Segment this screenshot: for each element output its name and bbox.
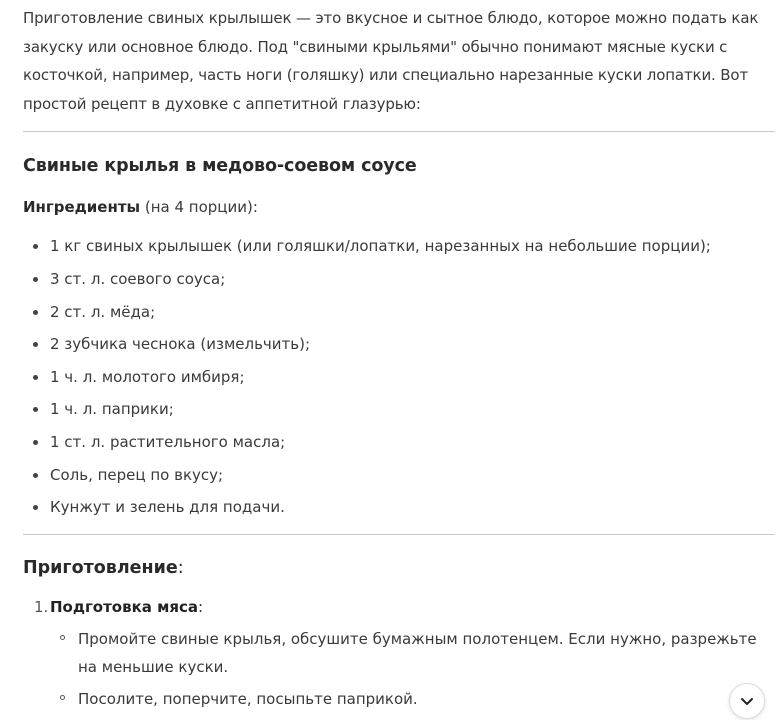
- circle-bullet-icon: [60, 635, 65, 640]
- preparation-title: [23, 535, 775, 580]
- ingredient-item: [23, 426, 775, 459]
- ingredient-text: Соль, перец по вкусу;: [50, 465, 224, 484]
- ingredient-item: [23, 296, 775, 329]
- ingredient-item: [23, 328, 775, 361]
- ingredients-heading: [23, 178, 775, 219]
- ingredient-text: 1 ч. л. молотого имбиря;: [50, 367, 245, 386]
- step-colon: :: [198, 597, 204, 616]
- ingredient-text: 1 ст. л. растительного масла;: [50, 432, 286, 451]
- ingredient-item: [23, 263, 775, 296]
- ingredients-label: Ингредиенты: [23, 198, 141, 217]
- ingredient-item: [23, 491, 775, 524]
- substeps-list: [23, 619, 775, 714]
- step-number: 1.: [34, 597, 49, 616]
- recipe-title: Свиные крылья в медово-соевом соусе: [23, 156, 417, 177]
- ingredients-portions: (на 4 порции):: [140, 198, 258, 217]
- circle-bullet-icon: [60, 695, 65, 700]
- bullet-icon: [33, 244, 38, 249]
- step-item: [23, 595, 775, 714]
- scroll-to-bottom-button[interactable]: [729, 683, 765, 719]
- bullet-icon: [33, 407, 38, 412]
- ingredient-text: 2 зубчика чеснока (измельчить);: [50, 335, 311, 354]
- preparation-steps: [23, 580, 775, 714]
- preparation-title-text: Приготовление: [23, 557, 178, 578]
- ingredient-item: [23, 459, 775, 492]
- preparation-title-colon: :: [177, 557, 184, 578]
- bullet-icon: [33, 440, 38, 445]
- bullet-icon: [33, 310, 38, 315]
- ingredient-text: Кунжут и зелень для подачи.: [50, 498, 285, 517]
- bullet-icon: [33, 473, 38, 478]
- ingredient-text: 2 ст. л. мёда;: [50, 302, 156, 321]
- bullet-icon: [33, 342, 38, 347]
- bullet-icon: [33, 277, 38, 282]
- ingredient-text: 1 ч. л. паприки;: [50, 400, 174, 419]
- substep-text: Посолите, поперчите, посыпьте паприкой.: [78, 689, 418, 708]
- ingredient-item: [23, 361, 775, 394]
- bullet-icon: [33, 505, 38, 510]
- ingredient-text: 1 кг свиных крылышек (или голяшки/лопатки, нарезанных на небольшие порции);: [50, 237, 711, 256]
- chat-message-content: [23, 0, 775, 717]
- ingredients-list: [23, 219, 775, 523]
- bullet-icon: [33, 375, 38, 380]
- substep-item: [23, 685, 775, 714]
- ingredient-text: 3 ст. л. соевого соуса;: [50, 269, 226, 288]
- step-title: Подготовка мяса: [50, 597, 199, 616]
- ingredient-item: [23, 393, 775, 426]
- intro-paragraph: Приготовление свиных крылышек — это вкусное и сытное блюдо, которое можно подать как закуску или основное блюдо. Под "свиными крыльями" обычно понимают мясные куски с косточкой, например, часть ноги (голяшку) или специально нарезанные куски лопатки. Вот простой рецепт в духовке с аппетитной глазурью:: [23, 9, 759, 113]
- substep-text: Промойте свиные крылья, обсушите бумажным полотенцем. Если нужно, разрежьте на меньшие куски.: [78, 629, 757, 677]
- ingredient-item: [23, 230, 775, 263]
- step-heading: [23, 595, 775, 619]
- chevron-down-icon: [739, 693, 755, 709]
- substep-item: [23, 625, 775, 682]
